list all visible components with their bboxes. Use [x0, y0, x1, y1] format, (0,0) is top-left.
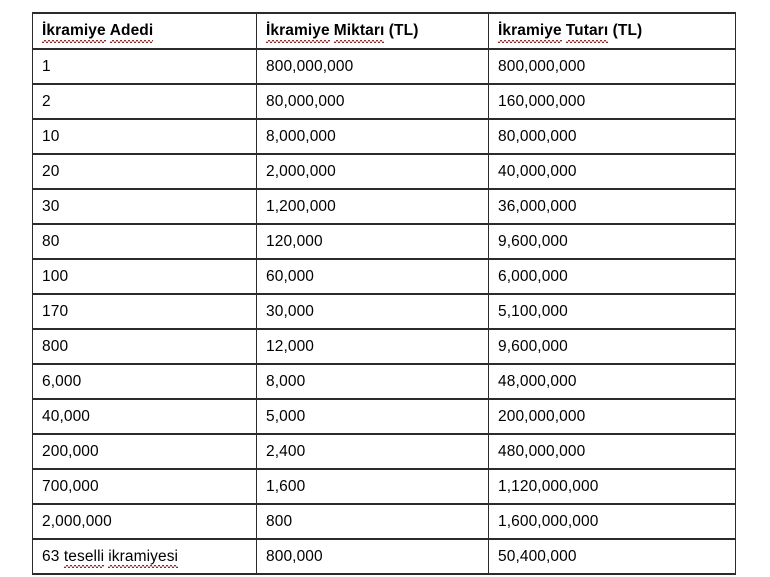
table-header: [33, 13, 736, 49]
header-suffix-tl-2: (TL): [384, 22, 419, 40]
cell-prize-total: 6,000,000: [489, 259, 736, 294]
table-header-row: [33, 13, 736, 49]
cell-prize-count: 6,000: [33, 364, 257, 399]
cell-prize-total: 9,600,000: [489, 224, 736, 259]
table-row: [33, 504, 736, 539]
cell-prize-total: 48,000,000: [489, 364, 736, 399]
cell-prize-total: 5,100,000: [489, 294, 736, 329]
cell-prize-count: 20: [33, 154, 257, 189]
cell-prize-amount: 1,200,000: [257, 189, 489, 224]
table-row: [33, 84, 736, 119]
cell-prize-count: 2,000,000: [33, 504, 257, 539]
table-row: [33, 329, 736, 364]
table-row: [33, 119, 736, 154]
column-header-prize-amount: [257, 13, 489, 49]
cell-prize-count: 200,000: [33, 434, 257, 469]
header-word-ikramiye-1: İkramiye: [42, 22, 106, 40]
cell-prize-count: [33, 539, 257, 574]
cell-prize-count: 800: [33, 329, 257, 364]
column-header-prize-total: [489, 13, 736, 49]
table-row: [33, 294, 736, 329]
header-suffix-tl-3: (TL): [608, 22, 643, 40]
cell-prize-count: 80: [33, 224, 257, 259]
cell-text-prefix: 63: [42, 547, 64, 565]
cell-prize-amount: 8,000: [257, 364, 489, 399]
cell-prize-amount: 800: [257, 504, 489, 539]
header-word-ikramiye-2: İkramiye: [266, 22, 330, 40]
cell-prize-amount: 30,000: [257, 294, 489, 329]
table-row: [33, 259, 736, 294]
table-row: [33, 434, 736, 469]
cell-prize-amount: 2,400: [257, 434, 489, 469]
cell-prize-amount: 2,000,000: [257, 154, 489, 189]
cell-prize-total: 200,000,000: [489, 399, 736, 434]
cell-prize-total: 1,120,000,000: [489, 469, 736, 504]
table-row: [33, 539, 736, 574]
cell-prize-total: 160,000,000: [489, 84, 736, 119]
cell-prize-total: 480,000,000: [489, 434, 736, 469]
prize-table-container: [32, 12, 735, 575]
cell-prize-total: 80,000,000: [489, 119, 736, 154]
header-word-ikramiye-3: İkramiye: [498, 22, 562, 40]
cell-misspelled-word-1: teselli: [63, 547, 105, 565]
cell-prize-count: 170: [33, 294, 257, 329]
table-row: [33, 364, 736, 399]
cell-prize-amount: 120,000: [257, 224, 489, 259]
cell-prize-count: 10: [33, 119, 257, 154]
cell-prize-total: 9,600,000: [489, 329, 736, 364]
cell-prize-total: 50,400,000: [489, 539, 736, 574]
table-row: [33, 49, 736, 84]
cell-prize-count: 2: [33, 84, 257, 119]
table-body: [33, 49, 736, 574]
cell-misspelled-word-2: ikramiyesi: [108, 547, 179, 565]
cell-prize-total: 800,000,000: [489, 49, 736, 84]
cell-prize-amount: 80,000,000: [257, 84, 489, 119]
cell-prize-amount: 800,000: [257, 539, 489, 574]
cell-prize-count: 700,000: [33, 469, 257, 504]
table-row: [33, 154, 736, 189]
table-row: [33, 399, 736, 434]
table-row: [33, 469, 736, 504]
cell-prize-amount: 5,000: [257, 399, 489, 434]
cell-prize-count: 1: [33, 49, 257, 84]
header-word-adedi: Adedi: [109, 22, 154, 40]
cell-prize-amount: 8,000,000: [257, 119, 489, 154]
cell-prize-total: 36,000,000: [489, 189, 736, 224]
cell-prize-amount: 12,000: [257, 329, 489, 364]
cell-prize-amount: 60,000: [257, 259, 489, 294]
prize-table: [32, 12, 736, 575]
cell-prize-count: 40,000: [33, 399, 257, 434]
cell-prize-total: 1,600,000,000: [489, 504, 736, 539]
cell-prize-count: 100: [33, 259, 257, 294]
header-word-tutari: Tutarı: [565, 22, 609, 40]
table-row: [33, 189, 736, 224]
cell-prize-count: 30: [33, 189, 257, 224]
column-header-prize-count: [33, 13, 257, 49]
cell-prize-total: 40,000,000: [489, 154, 736, 189]
cell-prize-amount: 1,600: [257, 469, 489, 504]
cell-prize-amount: 800,000,000: [257, 49, 489, 84]
header-word-miktari: Miktarı: [333, 22, 385, 40]
table-row: [33, 224, 736, 259]
